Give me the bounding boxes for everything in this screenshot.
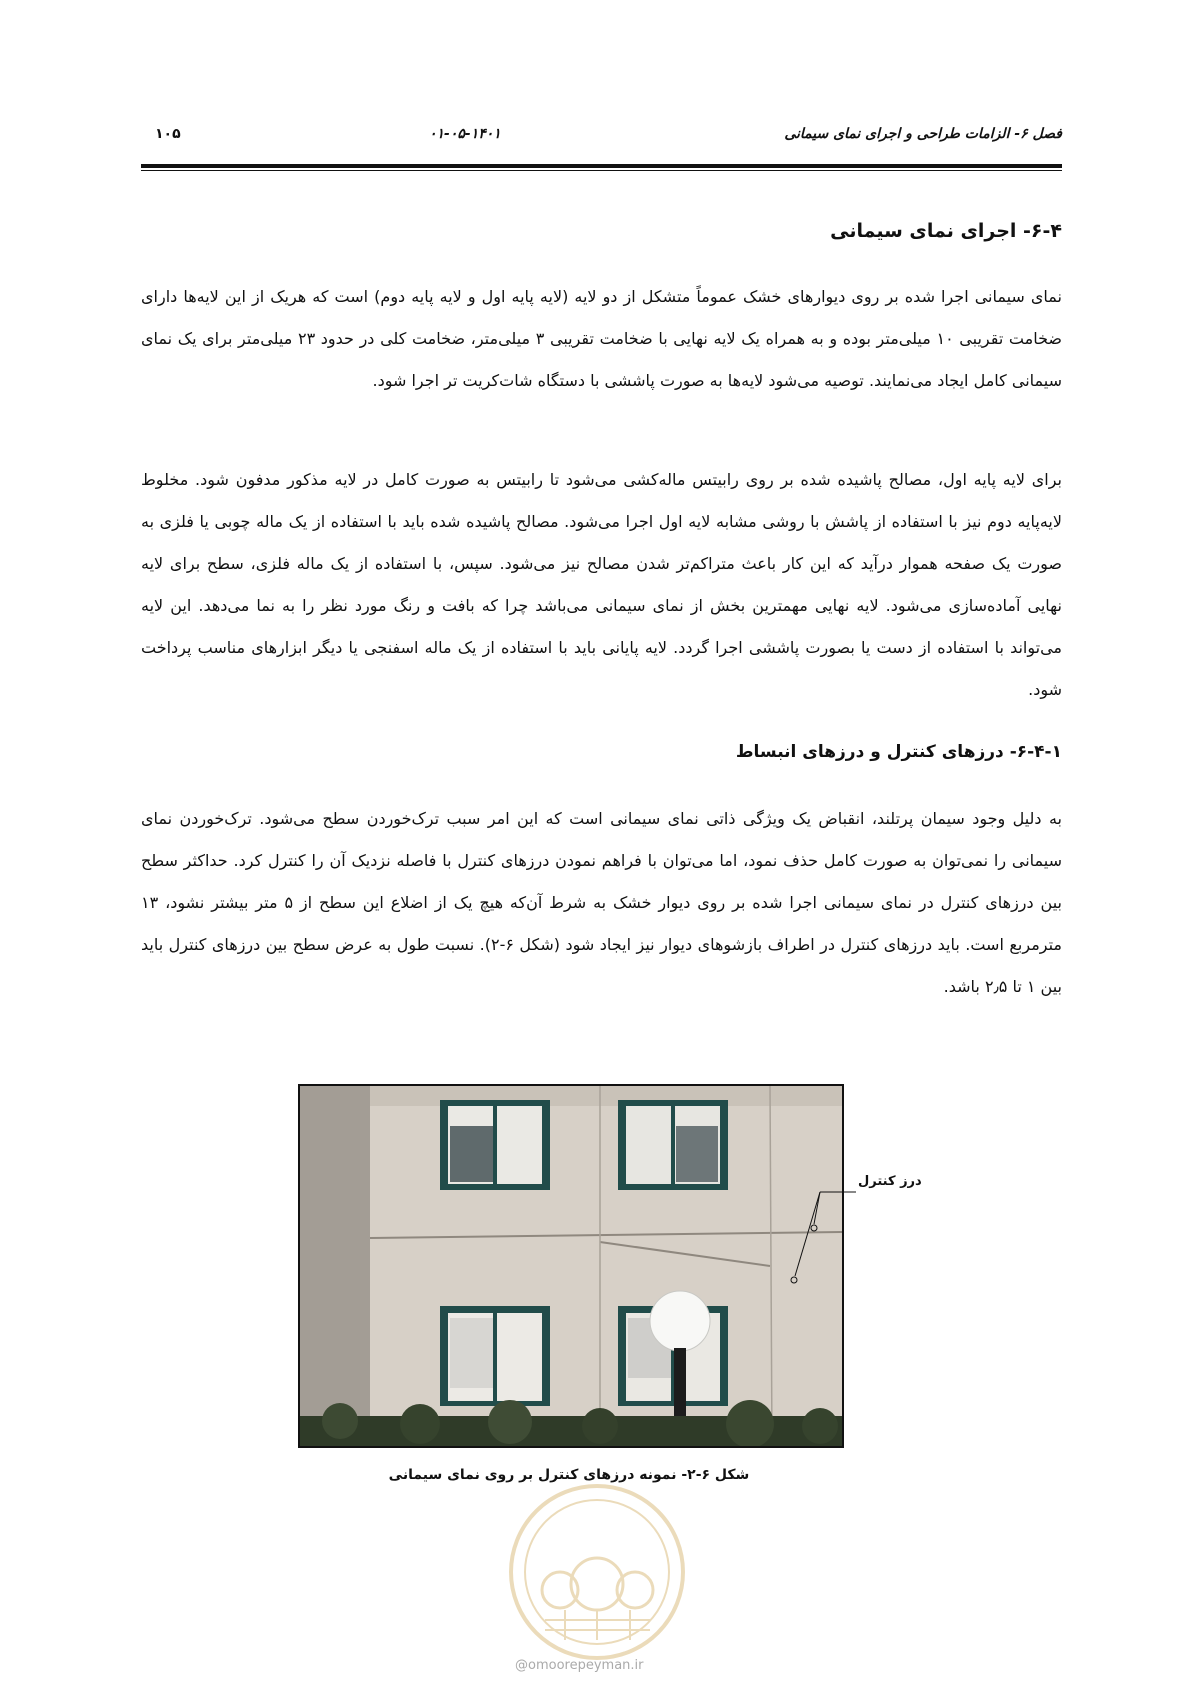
figure-caption: شکل ۶-۲- نمونه درزهای کنترل بر روی نمای سیمانی (388, 1467, 750, 1483)
chapter-title: فصل ۶- الزامات طراحی و اجرای نمای سیمانی (784, 126, 1062, 142)
subsection-paragraph: به دلیل وجود سیمان پرتلند، انقباض یک ویژگی ذاتی نمای سیمانی است که این امر سبب ترک‌خوردن سطح می‌شود. ترک‌خوردن نمای سیمانی را نمی‌توان به صورت کامل حذف نمود، اما می‌توان با فراهم نمودن درزهای کنترل با فاصله نزدیک آن را کنترل کرد. حداکثر سطح بین درزهای کنترل در نمای سیمانی اجرا شده بر روی دیوار خشک به شرط آن‌که هیچ یک از اضلاع این سطح از ۵ متر بیشتر نشود، ۱۳ مترمربع است. باید درزهای کنترل در اطراف بازشوهای دیوار نیز ایجاد شود (شکل ۶-۲). نسبت طول به عرض سطح بین درزهای کنترل باید بین ۱ تا ۲٫۵ باشد. (141, 809, 1063, 996)
page-header (141, 126, 1062, 150)
figure-leader-lines (790, 1180, 860, 1320)
section-paragraph-1: نمای سیمانی اجرا شده بر روی دیوارهای خشک عموماً متشکل از دو لایه (لایه پایه اول و لایه پایه دوم) است که هریک از این لایه‌ها دارای ضخامت تقریبی ۱۰ میلی‌متر بوده و به همراه یک لایه نهایی با ضخامت تقریبی ۳ میلی‌متر، ضخامت کلی در حدود ۲۳ میلی‌متر برای یک نمای سیمانی کامل ایجاد می‌نمایند. توصیه می‌شود لایه‌ها به صورت پاششی با دستگاه شات‌کریت تر اجرا شود. (141, 287, 1063, 390)
header-rule-thick (141, 164, 1062, 168)
header-date: ۰۱-۰۵-۱۴۰۱ (429, 126, 501, 142)
page-number: ۱۰۵ (155, 126, 181, 142)
watermark-seal-icon (505, 1480, 690, 1665)
watermark-url: @omoorepeyman.ir (515, 1658, 644, 1673)
figure-annotation-label: درز کنترل (858, 1174, 922, 1189)
header-rule-thin (141, 170, 1062, 171)
facade-photo (298, 1084, 844, 1448)
section-paragraph-2: برای لایه پایه اول، مصالح پاشیده شده بر روی رابیتس ماله‌کشی می‌شود تا رابیتس به صورت کامل در لایه مذکور مدفون شود. مخلوط لایه‌پایه دوم نیز با استفاده از پاشش با روشی مشابه لایه اول اجرا می‌شود. مصالح پاشیده شده باید با استفاده از یک ماله چوبی یا فلزی به صورت یک صفحه هموار درآید که این کار باعث متراکم‌تر شدن مصالح نیز می‌شود. سپس، با استفاده از یک ماله فلزی، سطح برای لایه نهایی آماده‌سازی می‌شود. لایه نهایی مهمترین بخش از نمای سیمانی می‌باشد چرا که بافت و رنگ مورد نظر را به نما می‌دهد. این لایه می‌تواند با استفاده از دست یا بصورت پاششی اجرا گردد. لایه پایانی باید با استفاده از یک ماله اسفنجی یا دیگر ابزارهای مناسب پرداخت شود. (141, 470, 1062, 699)
section-heading: ۶-۴- اجرای نمای سیمانی (830, 220, 1062, 242)
subsection-heading: ۶-۴-۱- درزهای کنترل و درزهای انبساط (735, 742, 1062, 762)
